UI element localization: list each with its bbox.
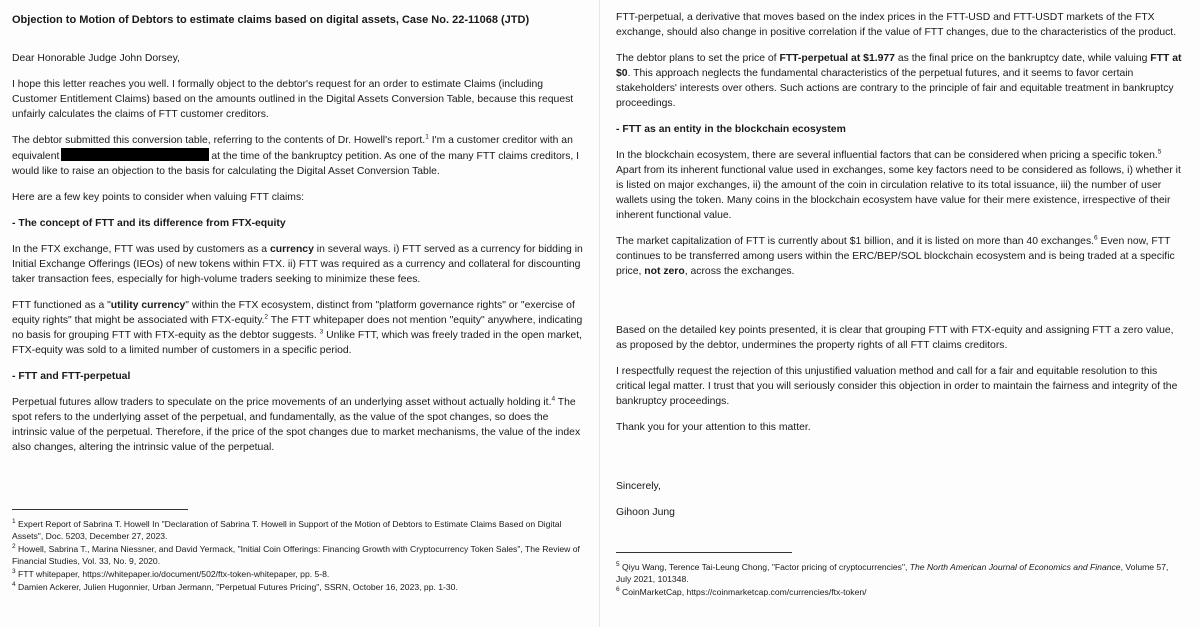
blockchain-factors-paragraph: In the blockchain ecosystem, there are several influential factors that can be considered when pricing a specific token.$^5$ Apart from its inherent functional value used in exchanges, some key factors need to be considered as follows, i) whether it is listed on major exchanges, ii) the amount of the coin in circulation relative to its total issuance, iii) the number of user wallets using the token. Many coins in the blockchain ecosystem have value for their mere existence, irrespective of their inherent functional value.	[616, 148, 1181, 221]
utility-currency-paragraph: FTT functioned as a "utility currency" within the FTX ecosystem, distinct from "platform governance rights" or "exercise of equity rights" that might be associated with FTX-equity.$^2$ The FTT whitepaper does not mention "equity" anywhere, indicating no basis for grouping FTT with FTX-equity as the debtor suggests. $^3$ Unlike FTT, which was freely traded in the open market, FTX-equity was sold to a limited number of customers in a specific period.	[12, 300, 583, 356]
section-heading-ftt-perpetual: - FTT and FTT-perpetual	[12, 371, 131, 382]
footnote-ref-6: 6	[1094, 234, 1098, 242]
footnote-4: $^4$ Damien Ackerer, Julien Hugonnier, Urban Jermann, "Perpetual Futures Pricing", SSRN, October 16, 2023, pp. 1-30.	[12, 581, 458, 592]
market-cap-paragraph: The market capitalization of FTT is currently about $1 billion, and it is listed on more than 40 exchanges.$^6$ Even now, FTT continues to be transferred among users within the ERC/BEP/SOL blockchain ecosystem and is being traded at a specific price, not zero, across the exchanges.	[616, 234, 1175, 277]
footnote-rule	[616, 552, 792, 553]
debtor-pricing-paragraph: The debtor plans to set the price of FTT-perpetual at $1.977 as the final price on the bankruptcy date, while valuing FTT at $0. This approach neglects the fundamental characteristics of the perpetual futures, and it seems to favor certain stakeholders' interests over others. Such actions are contrary to the principle of fair and equitable treatment in bankruptcy proceedings.	[616, 53, 1182, 109]
salutation: Dear Honorable Judge John Dorsey,	[12, 53, 180, 64]
footnote-2: $^2$ Howell, Sabrina T., Marina Niessner, and David Yermack, "Initial Coin Offerings: Financing Growth with Cryptocurrency Token Sales", The Review of Financial Studies, Vol. 33, No. 9, 2020.	[12, 543, 580, 566]
spacer	[616, 290, 1182, 323]
conversion-table-paragraph: The debtor submitted this conversion table, referring to the contents of Dr. Howell's report.$^1$ I'm a customer creditor with an equivalent at the time of the bankruptcy petition. As one of the many FTT claims creditors, I would like to raise an objection to the basis for calculating the Digital Asset Conversion Table.	[12, 133, 580, 177]
footnotes-page-1	[12, 509, 585, 594]
footnote-6: $^6$ CoinMarketCap, https://coinmarketcap.com/currencies/ftx-token/	[616, 586, 867, 597]
intro-paragraph: I hope this letter reaches you well. I formally object to the debtor's request for an order to estimate Claims (including Customer Entitlement Claims) based on the amounts outlined in the Digital Assets Conversion Table, because this request unfairly calculates the claims of FTT customer creditors.	[12, 79, 574, 120]
footnote-1: $^1$ Expert Report of Sabrina T. Howell In "Declaration of Sabrina T. Howell in Support of the Motion of Debtors to Estimate Claims Based on Digital Assets", Doc. 5203, December 27, 2023.	[12, 518, 562, 541]
footnote-rule	[12, 509, 188, 510]
footnote-ref-1: 1	[425, 133, 429, 141]
redaction-bar	[61, 148, 209, 161]
footnotes-page-2	[616, 552, 1182, 599]
ftt-currency-paragraph: In the FTX exchange, FTT was used by customers as a currency in several ways. i) FTT served as a currency for bidding in Initial Exchange Offerings (IEOs) of new tokens within FTX. ii) FTT was required as a currency and collateral for discounting taker transaction fees, especially for high-volume traders seeking to minimize these fees.	[12, 244, 583, 285]
footnote-ref-2: 2	[264, 313, 269, 321]
thanks-paragraph: Thank you for your attention to this matter.	[616, 422, 811, 433]
ftt-perpetual-correlation-paragraph: FTT-perpetual, a derivative that moves based on the index prices in the FTT-USD and FTT-USDT markets of the FTX exchange, should also change in positive correlation if the value of FTT changes, due to the characteristics of the product.	[616, 12, 1177, 38]
letter-title: Objection to Motion of Debtors to estimate claims based on digital assets, Case No. 22-11068 (JTD)	[12, 14, 530, 26]
signer-name: Gihoon Jung	[616, 507, 675, 518]
letter-page-2	[600, 0, 1200, 627]
section-heading-blockchain: - FTT as an entity in the blockchain ecosystem	[616, 124, 846, 135]
section-heading-ftt-concept: - The concept of FTT and its difference from FTX-equity	[12, 218, 286, 229]
footnote-3: $^3$ FTT whitepaper, https://whitepaper.io/document/502/ftx-token-whitepaper, pp. 5-8.	[12, 568, 330, 579]
conclusion-paragraph: Based on the detailed key points presented, it is clear that grouping FTT with FTX-equity and assigning FTT a zero value, as proposed by the debtor, undermines the property rights of all FTT claims creditors.	[616, 325, 1174, 351]
perpetual-futures-paragraph: Perpetual futures allow traders to speculate on the price movements of an underlying asset without actually holding it.$^4$ The spot refers to the underlying asset of the perpetual, and fundamentally, as the value of the spot changes, so does the intrinsic value of the perpetual. Therefore, if the price of the spot changes due to market mechanisms, the value of the index also changes, altering the intrinsic value of the perpetual.	[12, 395, 581, 453]
footnote-5: $^5$ Qiyu Wang, Terence Tai-Leung Chong, "Factor pricing of cryptocurrencies", The North American Journal of Economics and Finance, Volume 57, July 2021, 101348.	[616, 561, 1169, 584]
footnote-ref-5: 5	[1157, 148, 1162, 156]
signature-block	[616, 479, 1182, 520]
footnote-ref-3: 3	[319, 328, 324, 336]
request-paragraph: I respectfully request the rejection of this unjustified valuation method and call for a fair and equitable resolution to this critical legal matter. I trust that you will seriously consider this objection in order to maintain the fairness and integrity of the bankruptcy proceedings.	[616, 366, 1178, 407]
spacer	[616, 446, 1182, 479]
closing: Sincerely,	[616, 481, 661, 492]
footnote-ref-4: 4	[551, 395, 556, 403]
key-points-intro: Here are a few key points to consider when valuing FTT claims:	[12, 192, 305, 203]
